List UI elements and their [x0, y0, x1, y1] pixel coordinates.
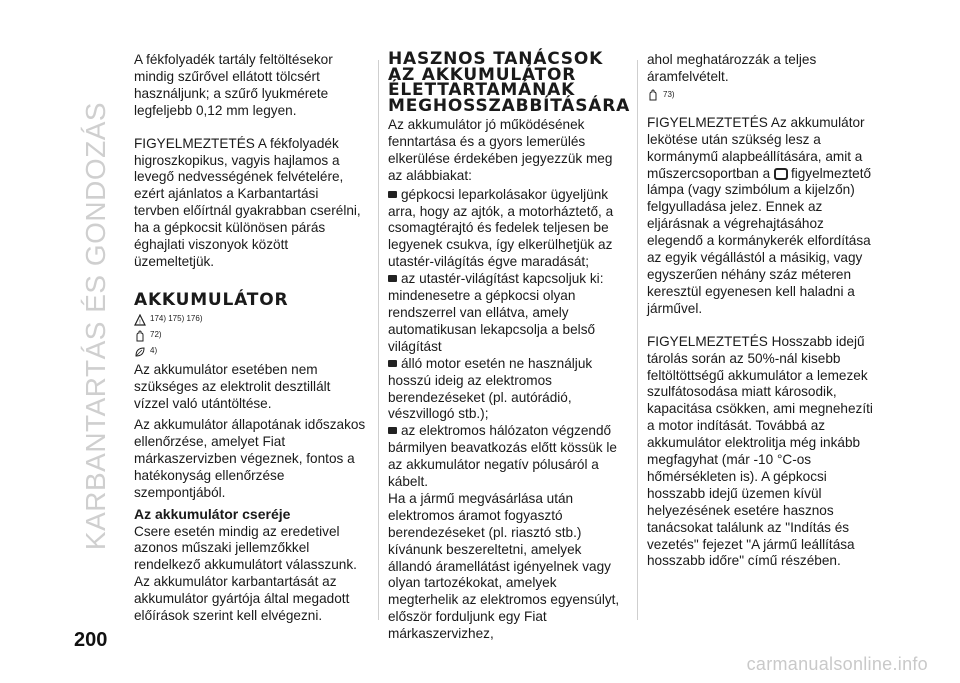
warning-text: FIGYELMEZTETÉS Az akkumulátor lekötése után szükség lesz a kormánymű alapbeállítására, amit a műszercsoportban a [647, 114, 865, 181]
list-item-text: az utastér-világítást kapcsoljuk ki: mindenesetre a gépkocsi olyan rendszerrel van ellátva, amely automatikusan lekapcsolja a belső világítást [388, 271, 604, 354]
column-2 [388, 49, 631, 659]
list-item-text: álló motor esetén ne használjuk hosszú ideig az elektromos berendezéseket (pl. autórádió, vészvillogó stb.); [388, 355, 593, 422]
reference-row [134, 344, 366, 359]
section-heading: AKKUMULÁTOR [134, 289, 289, 310]
list-item [388, 356, 620, 424]
bullet-icon [388, 427, 397, 434]
list-item-text: az elektromos hálózaton végzendő bármilyen beavatkozás előtt kössük le az akkumulátor negatív pólusáról a kábelt. [388, 423, 617, 490]
reference-text: 4) [150, 346, 158, 356]
column-divider [637, 60, 638, 620]
list-item-text: gépkocsi leparkolásakor ügyeljünk arra, hogy az ajtók, a motorháztető, a csomagtérajtó és fedelek teljesen be legyenek csukva, így elkerülhetjük az utastér-világítás égve maradását; [388, 186, 614, 270]
warning-paragraph [647, 115, 879, 318]
environment-leaf-icon [134, 346, 146, 358]
paragraph: Csere esetén mindig az eredetivel azonos műszaki jellemzőkkel rendelkező akkumulátort válasszunk. Az akkumulátor karbantartását az akkumulátor gyártója által megadott előírások szerint kell elvégezni. [134, 523, 357, 624]
bullet-icon [388, 360, 397, 367]
bullet-icon [388, 275, 397, 282]
column-divider [378, 60, 379, 620]
reference-text: 174) 175) 176) [150, 314, 203, 324]
caution-hand-icon [647, 89, 659, 101]
reference-row [134, 328, 366, 343]
list-item [388, 271, 620, 356]
column-1 [134, 52, 366, 641]
subsection-heading: Az akkumulátor cseréje [134, 505, 291, 522]
caution-hand-icon [134, 330, 146, 342]
side-chapter-title [76, 26, 116, 626]
paragraph: Az akkumulátor esetében nem szükséges az elektrolit desztillált vízzel való utántöltése. [134, 362, 331, 412]
section-heading: HASZNOS TANÁCSOK AZ AKKUMULÁTOR ÉLETTARTAMÁNAK MEGHOSSZABBÍTÁSÁRA [388, 49, 631, 116]
reference-row [134, 312, 366, 327]
column-3 [647, 52, 879, 586]
reference-text: 73) [663, 89, 675, 99]
warning-paragraph: FIGYELMEZTETÉS A fékfolyadék higroszkopikus, vagyis hajlamos a levegő nedvességének felvételére, ezért ajánlatos a Karbantartási tervben előírtnál gyakrabban cserélni, ha a gépkocsit különösen párás éghajlati viszonyok között üzemeltetjük. [134, 135, 361, 269]
reference-row [647, 88, 879, 103]
bullet-icon [388, 191, 397, 198]
warning-paragraph: FIGYELMEZTETÉS Hosszabb idejű tárolás során az 50%-nál kisebb feltöltöttségű akkumulátor a lemezek szulfátosodása miatt károsodik, kapacitása csökken, ami megnehezíti a motor indítását. Továbbá az akkumulátor elektrolitja még inkább megfagyhat (már -10 °C-os hőmérsékleten is). A gépkocsi hosszabb idejű üzemen kívül helyezésének esetére hasznos tanácsokat találunk az "Indítás és vezetés" fejezet "A jármű leállítása hosszabb időre" című részében. [647, 333, 873, 569]
chapter-title-text: KARBANTARTÁS ÉS GONDOZÁS [80, 101, 111, 551]
page-number: 200 [74, 629, 108, 651]
paragraph: ahol meghatározzák a teljes áramfelvételt. [647, 52, 817, 84]
list-item [388, 187, 620, 272]
paragraph: Az akkumulátor állapotának időszakos ellenőrzése, amelyet Fiat márkaszervizben végeznek, fontos a hatékonyság ellenőrzése szempontjából. [134, 417, 366, 500]
paragraph: A fékfolyadék tartály feltöltésekor mindig szűrővel ellátott tölcsért használjunk; a szűrő lyukmérete legfeljebb 0,12 mm legyen. [134, 52, 333, 118]
list-item [388, 423, 620, 491]
paragraph: Ha a jármű megvásárlása után elektromos áramot fogyasztó berendezéseket (pl. riasztó stb.) kívánunk beszereltetni, amelyek állandó áramellátást igényelnek vagy olyan tartozékokat, amelyek megterhelik az elektromos egyensúlyt, először forduljunk egy Fiat márkaszervizhez, [388, 490, 620, 642]
steering-warning-lamp-icon [774, 168, 788, 180]
watermark: carmanualsonline.info [746, 654, 928, 674]
svg-text:!: ! [139, 319, 141, 326]
warning-text: figyelmeztető lámpa (vagy szimbólum a kijelzőn) felgyulladása jelez. Ennek az eljárásnak a végrehajtásához elegendő a kormánykerék elfordítása az egyik végállástól a másikig, vagy egyszerűen néhány száz méteren keresztül egyenesen kell haladni a járművel. [647, 165, 872, 316]
danger-triangle-icon [134, 314, 146, 326]
reference-text: 72) [150, 330, 162, 340]
paragraph: Az akkumulátor jó működésének fenntartása és a gyors lemerülés elkerülése érdekében jegyezzük meg az alábbiakat: [388, 117, 613, 183]
